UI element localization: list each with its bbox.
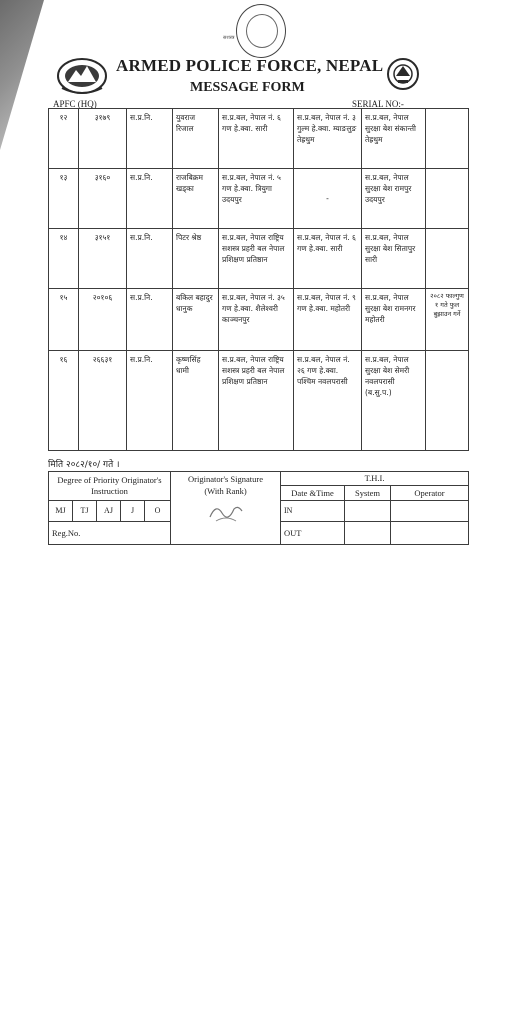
cell-from: स.प्र.बल, नेपाल नं. ५ गण हे.क्वा. त्रियुगा उदयपुर	[219, 169, 294, 229]
cell-name: पिटर श्रेष्ठ	[173, 229, 219, 289]
seal-text: सशस्त्र	[223, 35, 235, 41]
handwritten-signature	[206, 499, 246, 525]
cell-to: स.प्र.बल, नेपाल सुरक्षा बेश सेमरी नवलपरासी (ब.सु.प.)	[362, 351, 426, 451]
cell-sn: १२	[49, 109, 79, 169]
table-row	[49, 109, 469, 169]
cell-to: स.प्र.बल, नेपाल सुरक्षा बेश सितापुर सारी	[362, 229, 426, 289]
table-row	[49, 169, 469, 229]
signature-box	[171, 472, 281, 545]
cell-name: युवराज रिजाल	[173, 109, 219, 169]
cell-from: स.प्र.बल, नेपाल नं. ३५ गण हे.क्वा. शैलेश्वरी काञ्चनपुर	[219, 289, 294, 351]
cell-rank: स.प्र.नि.	[127, 229, 173, 289]
cell-remark	[426, 109, 469, 169]
priority-mj[interactable]: MJ	[49, 500, 73, 521]
cell-to: स.प्र.बल, नेपाल सुरक्षा बेश रामपुर उदयपुर	[362, 169, 426, 229]
thi-col-operator: Operator	[391, 485, 469, 500]
organization-title: ARMED POLICE FORCE, NEPAL	[116, 56, 384, 75]
signature-sublabel: (With Rank)	[204, 486, 247, 496]
cell-to: स.प्र.बल, नेपाल सुरक्षा बेश संकान्ती तेह्रथुम	[362, 109, 426, 169]
out-label: OUT	[281, 521, 345, 544]
cell-rank: स.प्र.नि.	[127, 109, 173, 169]
cell-to: स.प्र.बल, नेपाल सुरक्षा बेश रामनगर महोतरी	[362, 289, 426, 351]
cell-name: कृष्णसिंह धामी	[173, 351, 219, 451]
thi-col-datetime: Date &Time	[281, 485, 345, 500]
cell-number: २६६३१	[79, 351, 127, 451]
cell-from: स.प्र.बल, नेपाल राष्ट्रिय सशस्त्र प्रहरी बल नेपाल प्रशिक्षण प्रतिष्ठान	[219, 229, 294, 289]
cell-rank: स.प्र.नि.	[127, 289, 173, 351]
priority-tj[interactable]: TJ	[73, 500, 97, 521]
cell-number: २०१०६	[79, 289, 127, 351]
cell-attach: स.प्र.बल, नेपाल नं. ६ गण हे.क्वा. सारी	[294, 229, 362, 289]
cell-attach: स.प्र.बल, नेपाल नं. ९ गण हे.क्वा. महोतरी	[294, 289, 362, 351]
cell-number: ३१६०	[79, 169, 127, 229]
table-row	[49, 289, 469, 351]
cell-attach: -	[294, 169, 362, 229]
serial-label: SERIAL NO:-	[352, 99, 404, 109]
cell-number: ३१५१	[79, 229, 127, 289]
cell-attach: स.प्र.बल, नेपाल नं. ३ गुल्म हे.क्वा. म्याङलुङ तेह्रथुम	[294, 109, 362, 169]
cell-remark	[426, 229, 469, 289]
table-row	[49, 229, 469, 289]
in-label: IN	[281, 500, 345, 521]
priority-aj[interactable]: AJ	[97, 500, 121, 521]
out-operator-cell	[391, 521, 469, 544]
cell-name: राजबिक्रम खड्का	[173, 169, 219, 229]
in-system-cell	[345, 500, 391, 521]
cell-attach: स.प्र.बल, नेपाल नं. २६ गण हे.क्वा. पश्चिम नवलपरासी	[294, 351, 362, 451]
reg-no-label: Reg.No.	[49, 521, 171, 544]
cell-remark	[426, 351, 469, 451]
transfer-table	[48, 108, 469, 451]
cell-name: बकिल बहादुर धानुक	[173, 289, 219, 351]
cell-sn: १४	[49, 229, 79, 289]
nepal-police-emblem-right	[386, 56, 420, 92]
date-line: मिति २०८२/१०/ गते ।	[48, 460, 120, 470]
cell-from: स.प्र.बल, नेपाल नं. ६ गण हे.क्वा. सारी	[219, 109, 294, 169]
cell-from: स.प्र.बल, नेपाल राष्ट्रिय सशस्त्र प्रहरी बल नेपाल प्रशिक्षण प्रतिष्ठान	[219, 351, 294, 451]
scan-corner-shadow	[0, 0, 44, 150]
thi-label: T.H.I.	[281, 472, 469, 486]
cell-sn: १३	[49, 169, 79, 229]
thi-col-system: System	[345, 485, 391, 500]
cell-rank: स.प्र.नि.	[127, 169, 173, 229]
message-footer-table	[48, 471, 469, 545]
cell-number: ३१७९	[79, 109, 127, 169]
priority-label: Degree of Priority Originator's Instruction	[49, 472, 171, 501]
table-row	[49, 351, 469, 451]
priority-j[interactable]: J	[121, 500, 145, 521]
office-code: APFC (HQ)	[53, 99, 97, 109]
priority-o[interactable]: O	[145, 500, 171, 521]
out-system-cell	[345, 521, 391, 544]
in-operator-cell	[391, 500, 469, 521]
official-seal	[223, 4, 286, 58]
apf-emblem-left	[56, 56, 108, 96]
form-title: MESSAGE FORM	[190, 80, 305, 95]
cell-sn: १५	[49, 289, 79, 351]
cell-rank: स.प्र.नि.	[127, 351, 173, 451]
cell-remark	[426, 169, 469, 229]
signature-label: Originator's Signature	[188, 474, 263, 484]
cell-sn: १६	[49, 351, 79, 451]
cell-remark: २०८२ फाल्गुण १ गते फुल बुझाउन गर्ने	[426, 289, 469, 351]
